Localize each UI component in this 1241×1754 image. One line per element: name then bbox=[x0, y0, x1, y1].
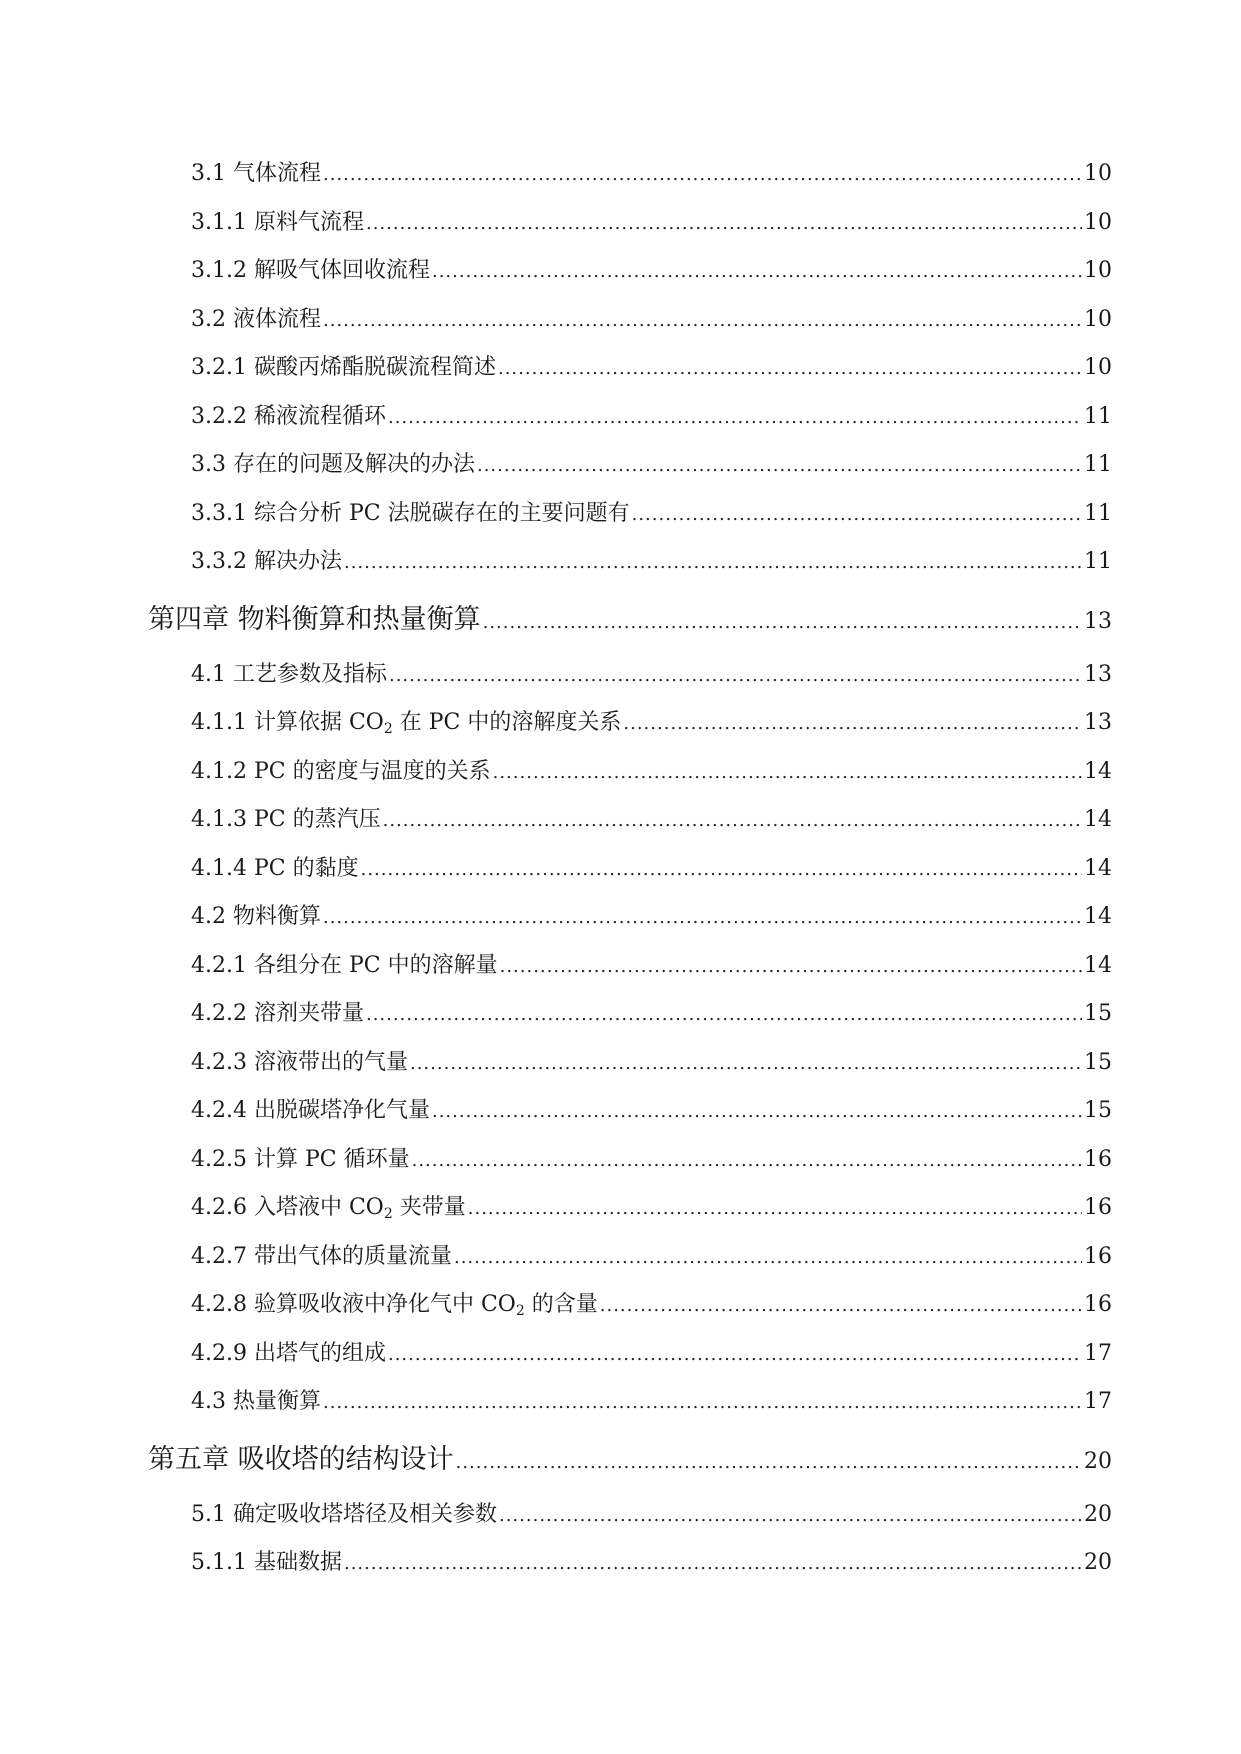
toc-entry bbox=[191, 1045, 1112, 1075]
toc-entry bbox=[191, 705, 1112, 735]
toc-entry bbox=[191, 1287, 1112, 1317]
toc-leader-dots bbox=[323, 1392, 1082, 1413]
toc-page-number: 14 bbox=[1084, 856, 1112, 881]
toc-page-number: 15 bbox=[1084, 1001, 1112, 1026]
toc-page-number: 14 bbox=[1084, 759, 1112, 784]
toc-entry bbox=[191, 802, 1112, 832]
toc-leader-dots bbox=[361, 859, 1082, 880]
toc-entry-title: 4.1.4 PC 的黏度 bbox=[191, 856, 359, 881]
toc-page-number: 16 bbox=[1084, 1147, 1112, 1172]
toc-chapter-title: 第四章 物料衡算和热量衡算 bbox=[148, 604, 481, 635]
toc-page-number: 10 bbox=[1084, 161, 1112, 186]
toc-page-number: 13 bbox=[1084, 662, 1112, 687]
toc-entry bbox=[191, 1336, 1112, 1366]
toc-page-number: 16 bbox=[1084, 1292, 1112, 1317]
toc-entry-title: 5.1 确定吸收塔塔径及相关参数 bbox=[191, 1502, 497, 1527]
toc-entry-title: 3.2 液体流程 bbox=[191, 307, 321, 332]
toc-entry-title: 4.2.9 出塔气的组成 bbox=[191, 1341, 386, 1366]
toc-leader-dots bbox=[499, 1505, 1082, 1526]
toc-leader-dots bbox=[483, 612, 1082, 633]
toc-page-number: 14 bbox=[1084, 807, 1112, 832]
toc-leader-dots bbox=[468, 1198, 1082, 1219]
toc-entry-title: 4.1.3 PC 的蒸汽压 bbox=[191, 807, 381, 832]
toc-entry-title: 3.1.2 解吸气体回收流程 bbox=[191, 258, 430, 283]
toc-leader-dots bbox=[493, 762, 1082, 783]
toc-page-number: 20 bbox=[1084, 1550, 1112, 1575]
toc-leader-dots bbox=[454, 1247, 1082, 1268]
toc-page-number: 10 bbox=[1084, 355, 1112, 380]
toc-page-number: 11 bbox=[1084, 452, 1112, 477]
toc-leader-dots bbox=[388, 1344, 1082, 1365]
toc-page-number: 13 bbox=[1084, 710, 1112, 735]
toc-leader-dots bbox=[344, 552, 1082, 573]
toc-page-number: 16 bbox=[1084, 1244, 1112, 1269]
toc-entry-title: 4.2.2 溶剂夹带量 bbox=[191, 1001, 364, 1026]
toc-entry bbox=[191, 948, 1112, 978]
toc-entry-title: 5.1.1 基础数据 bbox=[191, 1550, 342, 1575]
toc-leader-dots bbox=[323, 310, 1082, 331]
toc-page-number: 20 bbox=[1084, 1449, 1112, 1474]
toc-entry-title: 3.2.1 碳酸丙烯酯脱碳流程简述 bbox=[191, 355, 496, 380]
toc-page-number: 20 bbox=[1084, 1502, 1112, 1527]
toc-entry-title: 4.2 物料衡算 bbox=[191, 904, 321, 929]
toc-entry-title: 3.2.2 稀液流程循环 bbox=[191, 404, 386, 429]
toc-entry-title: 3.1.1 原料气流程 bbox=[191, 210, 364, 235]
toc-leader-dots bbox=[412, 1150, 1082, 1171]
toc-entry-title: 4.1 工艺参数及指标 bbox=[191, 662, 387, 687]
toc-leader-dots bbox=[323, 164, 1082, 185]
toc-entry-title: 3.3.2 解决办法 bbox=[191, 549, 342, 574]
toc-entry bbox=[191, 399, 1112, 429]
toc-page-number: 15 bbox=[1084, 1050, 1112, 1075]
toc-entry bbox=[191, 496, 1112, 526]
toc-entry bbox=[191, 350, 1112, 380]
toc-leader-dots bbox=[623, 713, 1082, 734]
toc-entry-title: 4.2.1 各组分在 PC 中的溶解量 bbox=[191, 953, 498, 978]
toc-leader-dots bbox=[389, 665, 1082, 686]
toc-leader-dots bbox=[477, 455, 1082, 476]
toc-entry bbox=[191, 156, 1112, 186]
toc-entry-title: 4.2.3 溶液带出的气量 bbox=[191, 1050, 408, 1075]
toc-page-number: 15 bbox=[1084, 1098, 1112, 1123]
toc-leader-dots bbox=[456, 1452, 1082, 1473]
toc-page-number: 14 bbox=[1084, 953, 1112, 978]
toc-entry bbox=[191, 1497, 1112, 1527]
toc-entry bbox=[191, 996, 1112, 1026]
toc-page-number: 10 bbox=[1084, 210, 1112, 235]
toc-page-number: 10 bbox=[1084, 307, 1112, 332]
toc-leader-dots bbox=[388, 407, 1082, 428]
toc-entry bbox=[191, 205, 1112, 235]
toc-page-number: 10 bbox=[1084, 258, 1112, 283]
toc-entry-title: 4.3 热量衡算 bbox=[191, 1389, 321, 1414]
toc-chapter-title: 第五章 吸收塔的结构设计 bbox=[148, 1444, 454, 1475]
toc-page-number: 11 bbox=[1084, 404, 1112, 429]
toc-entry bbox=[191, 544, 1112, 574]
toc-leader-dots bbox=[498, 358, 1082, 379]
toc-entry-title: 4.1.1 计算依据 $CO_2$ 在 PC 中的溶解度关系 bbox=[191, 710, 622, 737]
toc-entry bbox=[191, 302, 1112, 332]
toc-entry-title: 4.2.5 计算 PC 循环量 bbox=[191, 1147, 410, 1172]
toc-page-number: 14 bbox=[1084, 904, 1112, 929]
toc-chapter-entry bbox=[148, 597, 1112, 633]
toc-page-number: 17 bbox=[1084, 1341, 1112, 1366]
toc-entry bbox=[191, 447, 1112, 477]
toc-entry bbox=[191, 851, 1112, 881]
toc-page-number: 17 bbox=[1084, 1389, 1112, 1414]
toc-entry-title: 3.3 存在的问题及解决的办法 bbox=[191, 452, 475, 477]
toc-entry-title: 3.1 气体流程 bbox=[191, 161, 321, 186]
toc-entry-title: 4.2.8 验算吸收液中净化气中 $CO_2$ 的含量 bbox=[191, 1292, 598, 1319]
toc-entry-title: 3.3.1 综合分析 PC 法脱碳存在的主要问题有 bbox=[191, 501, 630, 526]
toc-leader-dots bbox=[432, 1101, 1082, 1122]
toc-leader-dots bbox=[500, 956, 1082, 977]
toc-entry-title: 4.2.4 出脱碳塔净化气量 bbox=[191, 1098, 430, 1123]
toc-entry-title: 4.2.7 带出气体的质量流量 bbox=[191, 1244, 452, 1269]
toc-leader-dots bbox=[383, 810, 1082, 831]
toc-page-number: 16 bbox=[1084, 1195, 1112, 1220]
toc-entry bbox=[191, 1239, 1112, 1269]
toc-entry-title: 4.1.2 PC 的密度与温度的关系 bbox=[191, 759, 491, 784]
toc-leader-dots bbox=[366, 1004, 1082, 1025]
toc-entry bbox=[191, 754, 1112, 784]
toc-leader-dots bbox=[323, 907, 1082, 928]
toc-entry bbox=[191, 1384, 1112, 1414]
toc-page-number: 11 bbox=[1084, 501, 1112, 526]
toc-entry bbox=[191, 899, 1112, 929]
toc-entry bbox=[191, 1545, 1112, 1575]
toc-leader-dots bbox=[600, 1295, 1082, 1316]
toc-entry bbox=[191, 1190, 1112, 1220]
toc-entry-title: 4.2.6 入塔液中 $CO_2$ 夹带量 bbox=[191, 1195, 466, 1222]
toc-chapter-entry bbox=[148, 1437, 1112, 1473]
toc-entry bbox=[191, 657, 1112, 687]
toc-entry bbox=[191, 1093, 1112, 1123]
toc-leader-dots bbox=[432, 261, 1082, 282]
toc-page-number: 11 bbox=[1084, 549, 1112, 574]
toc-entry bbox=[191, 1142, 1112, 1172]
toc-leader-dots bbox=[410, 1053, 1082, 1074]
toc-page-number: 13 bbox=[1084, 609, 1112, 634]
toc-leader-dots bbox=[366, 213, 1082, 234]
toc-entry bbox=[191, 253, 1112, 283]
toc-leader-dots bbox=[632, 504, 1082, 525]
toc-leader-dots bbox=[344, 1553, 1082, 1574]
